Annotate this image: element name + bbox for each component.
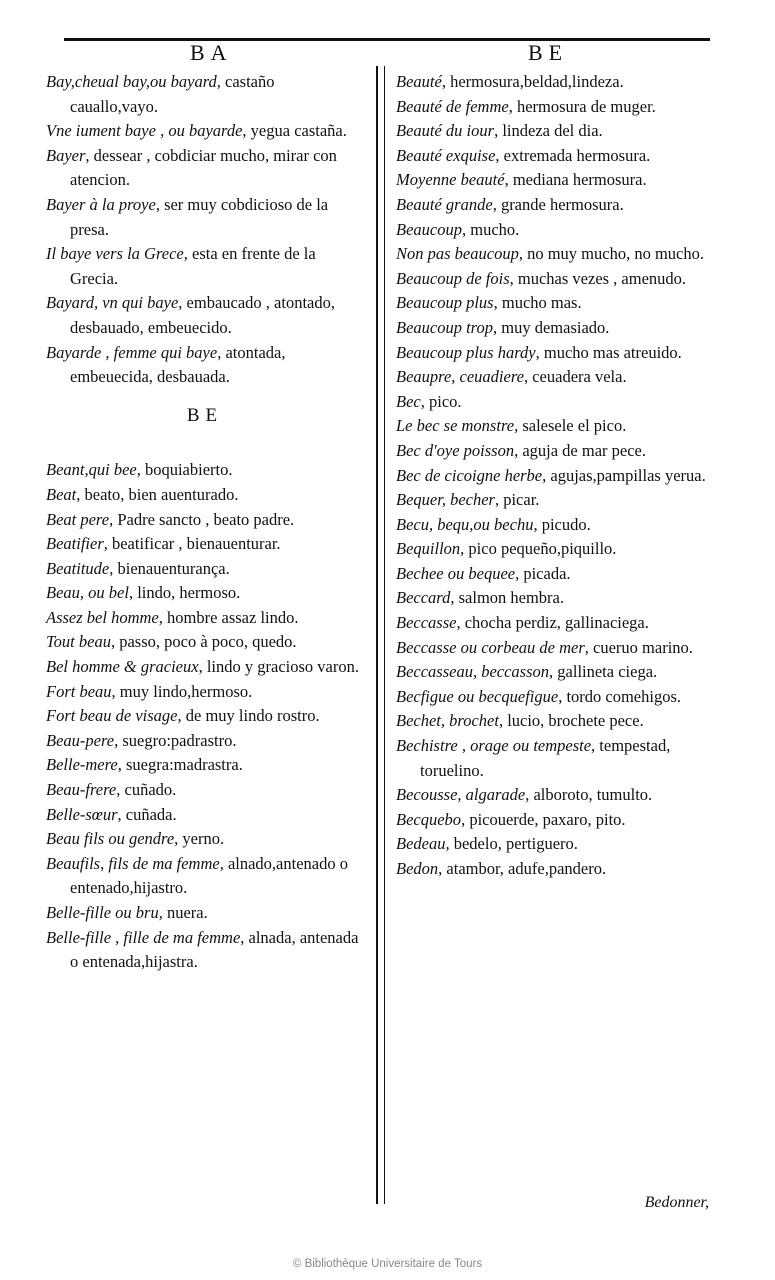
entry-headword: Le bec se monstre bbox=[396, 416, 515, 436]
entry-definition: , cuñada. bbox=[117, 804, 177, 824]
entry-definition: , beatificar , bienauenturar. bbox=[103, 534, 281, 554]
entry-definition: , tempestad, toruelino. bbox=[420, 736, 671, 780]
entry-headword: Beauté de femme bbox=[396, 96, 509, 116]
dictionary-entry bbox=[396, 119, 708, 144]
entry-headword: Belle-fille ou bru bbox=[46, 903, 159, 922]
entry-definition: , cueruo marino. bbox=[584, 637, 693, 657]
left-column bbox=[46, 70, 364, 975]
entry-headword: Beat bbox=[46, 484, 77, 504]
entry-headword: Becousse, algarade bbox=[396, 785, 526, 805]
entry-definition: , yerno. bbox=[174, 829, 225, 849]
entry-definition: , muchas vezes , amenudo. bbox=[509, 268, 687, 288]
entry-headword: Beccasse ou corbeau de mer bbox=[396, 637, 585, 657]
dictionary-entry bbox=[396, 537, 708, 562]
entry-headword: Bechee ou bequee bbox=[396, 563, 516, 583]
dictionary-entry bbox=[46, 606, 364, 631]
entry-headword: Beatitude bbox=[46, 558, 110, 578]
entry-headword: Becu, bequ,ou bechu bbox=[396, 514, 534, 534]
dictionary-entry bbox=[396, 734, 708, 783]
entry-definition: , agujas,pampillas yerua. bbox=[542, 465, 706, 485]
dictionary-entry bbox=[396, 783, 708, 808]
dictionary-entry bbox=[396, 685, 708, 710]
entry-definition: , lindeza del dia. bbox=[494, 121, 603, 141]
dictionary-entry bbox=[46, 803, 364, 828]
entry-definition: , lucio, brochete pece. bbox=[498, 711, 644, 731]
entry-definition: , ser muy cobdicioso de la presa. bbox=[70, 194, 329, 239]
entry-headword: Bechet, brochet bbox=[396, 711, 499, 731]
entry-headword: Bay,cheual bay,ou bayard bbox=[46, 72, 217, 91]
entry-definition: , salmon hembra. bbox=[450, 588, 564, 608]
dictionary-entry bbox=[396, 611, 708, 636]
dictionary-entry bbox=[46, 557, 364, 582]
entry-headword: Beaufils, fils de ma femme bbox=[46, 853, 220, 873]
running-head-right: BE bbox=[528, 40, 569, 65]
entry-headword: Beaucoup bbox=[396, 219, 462, 239]
entry-headword: Beaucoup plus hardy bbox=[396, 342, 536, 362]
dictionary-entry bbox=[396, 439, 708, 464]
dictionary-entry bbox=[46, 119, 364, 144]
entry-definition: , muy demasiado. bbox=[493, 317, 610, 337]
dictionary-entry bbox=[46, 926, 364, 975]
dictionary-entry bbox=[46, 291, 364, 340]
entry-definition: , suegra:madrastra. bbox=[117, 755, 243, 775]
entry-definition: , de muy lindo rostro. bbox=[177, 706, 320, 726]
entry-headword: Beccasse bbox=[396, 613, 457, 633]
entry-headword: Becfigue ou becquefigue bbox=[396, 686, 559, 706]
entry-definition: , hermosura de muger. bbox=[508, 96, 656, 116]
entry-headword: Bayard, vn qui baye bbox=[46, 293, 179, 313]
entry-definition: , cuñado. bbox=[116, 780, 177, 800]
entry-definition: , castaño cauallo,vayo. bbox=[70, 72, 275, 116]
dictionary-entry bbox=[396, 709, 708, 734]
dictionary-entry bbox=[46, 753, 364, 778]
entry-definition: , ceuadera vela. bbox=[523, 367, 627, 387]
entry-headword: Vne iument baye , ou bayarde bbox=[46, 121, 243, 141]
dictionary-entry bbox=[396, 464, 708, 489]
right-entries bbox=[396, 70, 708, 882]
entry-definition: , suegro:padrastro. bbox=[114, 730, 237, 750]
entry-headword: Beauté bbox=[396, 72, 442, 91]
dictionary-entry bbox=[46, 852, 364, 901]
entry-definition: , boquiabierto. bbox=[136, 460, 233, 480]
entry-headword: Beant,qui bee bbox=[46, 460, 137, 480]
running-head-left: BA bbox=[190, 40, 233, 65]
entry-headword: Beau fils ou gendre bbox=[46, 829, 175, 849]
dictionary-entry bbox=[46, 901, 364, 926]
entry-definition: , esta en frente de la Grecia. bbox=[70, 244, 316, 288]
entry-headword: Beaucoup trop bbox=[396, 317, 493, 337]
entry-definition: , lindo, hermoso. bbox=[128, 583, 241, 603]
entry-definition: , picada. bbox=[515, 563, 571, 583]
entry-definition: , hombre assaz lindo. bbox=[158, 607, 299, 627]
dictionary-entry bbox=[396, 390, 708, 415]
dictionary-entry bbox=[396, 513, 708, 538]
entry-definition: , mucho. bbox=[461, 219, 520, 239]
dictionary-entry bbox=[46, 70, 364, 119]
entry-headword: Bayer à la proye bbox=[46, 194, 156, 214]
entry-headword: Becquebo bbox=[396, 809, 462, 829]
entry-definition: , mucho mas atreuido. bbox=[535, 342, 682, 362]
entry-definition: , hermosura,beldad,lindeza. bbox=[441, 72, 624, 91]
entry-definition: , no muy mucho, no mucho. bbox=[518, 244, 704, 264]
entry-headword: Bayarde , femme qui baye bbox=[46, 342, 218, 362]
right-column bbox=[396, 70, 708, 882]
dictionary-entry bbox=[396, 193, 708, 218]
entry-headword: Beau-frere bbox=[46, 780, 117, 800]
left-entries-top bbox=[46, 70, 364, 390]
entry-definition: , mediana hermosura. bbox=[504, 170, 647, 190]
entry-definition: , bienauenturança. bbox=[109, 558, 230, 578]
entry-definition: , extremada hermosura. bbox=[495, 145, 651, 165]
dictionary-entry bbox=[396, 857, 708, 882]
entry-headword: Beaucoup plus bbox=[396, 293, 494, 313]
dictionary-entry bbox=[46, 704, 364, 729]
entry-definition: , gallineta ciega. bbox=[549, 662, 658, 682]
entry-definition: , pico. bbox=[420, 391, 462, 411]
entry-headword: Beatifier bbox=[46, 534, 104, 554]
entry-definition: , grande hermosura. bbox=[492, 194, 624, 214]
dictionary-entry bbox=[46, 729, 364, 754]
library-credit: © Bibliothèque Universitaire de Tours bbox=[292, 1258, 483, 1270]
dictionary-entry bbox=[46, 193, 364, 242]
entry-headword: Beauté exquise bbox=[396, 145, 496, 165]
dictionary-entry bbox=[46, 341, 364, 390]
entry-headword: Beau, ou bel bbox=[46, 583, 129, 603]
entry-headword: Beau-pere bbox=[46, 730, 115, 750]
dictionary-entry bbox=[46, 242, 364, 291]
entry-headword: Bel homme & gracieux bbox=[46, 657, 199, 677]
dictionary-entry bbox=[396, 808, 708, 833]
dictionary-entry bbox=[396, 636, 708, 661]
dictionary-entry bbox=[396, 414, 708, 439]
entry-definition: , lindo y gracioso varon. bbox=[198, 657, 359, 677]
dictionary-entry bbox=[46, 581, 364, 606]
entry-definition: , embaucado , atontado, desbauado, embeuecido. bbox=[70, 293, 335, 337]
entry-headword: Beauté du iour bbox=[396, 121, 495, 141]
entry-definition: , picar. bbox=[494, 490, 540, 510]
entry-definition: , atontada, embeuecida, desbauada. bbox=[70, 342, 286, 387]
entry-headword: Fort beau bbox=[46, 681, 112, 701]
entry-definition: , atambor, adufe,pandero. bbox=[438, 859, 607, 878]
entry-headword: Non pas beaucoup bbox=[396, 244, 519, 264]
entry-definition: , muy lindo,hermoso. bbox=[111, 681, 253, 701]
dictionary-entry bbox=[396, 242, 708, 267]
dictionary-entry bbox=[46, 680, 364, 705]
dictionary-entry bbox=[396, 218, 708, 243]
dictionary-entry bbox=[46, 778, 364, 803]
entry-headword: Bec d'oye poisson bbox=[396, 440, 515, 460]
dictionary-entry bbox=[46, 458, 364, 483]
dictionary-entry bbox=[46, 827, 364, 852]
entry-headword: Beaupre, ceuadiere bbox=[396, 367, 524, 387]
dictionary-entry bbox=[396, 586, 708, 611]
entry-definition: , passo, poco à poco, quedo. bbox=[110, 632, 297, 652]
entry-definition: , alboroto, tumulto. bbox=[525, 785, 653, 805]
entry-headword: Assez bel homme bbox=[46, 607, 159, 627]
section-heading: BE bbox=[186, 404, 224, 426]
entry-definition: , picouerde, paxaro, pito. bbox=[461, 809, 626, 829]
dictionary-entry bbox=[396, 832, 708, 857]
entry-headword: Bequillon bbox=[396, 539, 461, 559]
entry-definition: , bedelo, pertiguero. bbox=[445, 834, 578, 854]
dictionary-entry bbox=[396, 488, 708, 513]
entry-definition: , pico pequeño,piquillo. bbox=[460, 539, 617, 559]
entry-definition: , chocha perdiz, gallinaciega. bbox=[456, 613, 649, 633]
dictionary-entry bbox=[46, 655, 364, 680]
dictionary-entry bbox=[396, 316, 708, 341]
entry-definition: , aguja de mar pece. bbox=[514, 440, 647, 460]
header-rule bbox=[64, 38, 710, 41]
entry-headword: Bedon bbox=[396, 859, 439, 878]
entry-headword: Bedeau bbox=[396, 834, 446, 854]
entry-headword: Tout beau bbox=[46, 632, 111, 652]
dictionary-entry bbox=[46, 508, 364, 533]
entry-headword: Belle-mere bbox=[46, 755, 118, 775]
entry-headword: Fort beau de visage bbox=[46, 706, 178, 726]
entry-headword: Beauté grande bbox=[396, 194, 493, 214]
entry-headword: Il baye vers la Grece bbox=[46, 244, 184, 264]
dictionary-entry bbox=[46, 532, 364, 557]
dictionary-entry bbox=[396, 70, 708, 95]
entry-definition: , tordo comehigos. bbox=[558, 686, 682, 706]
dictionary-entry bbox=[396, 341, 708, 366]
dictionary-entry bbox=[396, 95, 708, 120]
entry-headword: Bec bbox=[396, 391, 421, 411]
entry-headword: Bechistre , orage ou tempeste bbox=[396, 736, 592, 756]
entry-headword: Bayer bbox=[46, 145, 86, 165]
entry-definition: , picudo. bbox=[533, 514, 591, 534]
entry-headword: Bequer, becher bbox=[396, 490, 495, 510]
entry-definition: , alnada, antenada o entenada,hijastra. bbox=[70, 927, 359, 972]
entry-headword: Beccard bbox=[396, 588, 451, 608]
column-divider-inner bbox=[384, 66, 385, 1204]
dictionary-entry bbox=[396, 291, 708, 316]
entry-headword: Beat pere bbox=[46, 509, 110, 529]
catchword: Bedonner, bbox=[644, 1194, 709, 1211]
entry-definition: , Padre sancto , beato padre. bbox=[109, 509, 295, 529]
entry-headword: Bec de cicoigne herbe bbox=[396, 465, 543, 485]
dictionary-entry bbox=[396, 660, 708, 685]
entry-definition: , yegua castaña. bbox=[242, 121, 347, 141]
entry-definition: , beato, bien auenturado. bbox=[76, 484, 239, 504]
entry-headword: Beccasseau, beccasson bbox=[396, 662, 550, 682]
dictionary-entry bbox=[46, 483, 364, 508]
dictionary-entry bbox=[396, 168, 708, 193]
entry-definition: , nuera. bbox=[158, 903, 208, 922]
entry-headword: Beaucoup de fois bbox=[396, 268, 510, 288]
dictionary-entry bbox=[396, 365, 708, 390]
entry-definition: , salesele el pico. bbox=[514, 416, 627, 436]
dictionary-entry bbox=[46, 630, 364, 655]
left-entries-bottom bbox=[46, 458, 364, 974]
dictionary-entry bbox=[396, 144, 708, 169]
dictionary-entry bbox=[46, 144, 364, 193]
entry-definition: , dessear , cobdiciar mucho, mirar con atencion. bbox=[70, 145, 337, 190]
entry-definition: , alnado,antenado o entenado,hijastro. bbox=[70, 853, 348, 898]
entry-headword: Belle-fille , fille de ma femme bbox=[46, 927, 241, 947]
entry-definition: , mucho mas. bbox=[493, 293, 582, 313]
entry-headword: Belle-sœur bbox=[46, 804, 118, 824]
column-divider bbox=[376, 66, 378, 1204]
entry-headword: Moyenne beauté bbox=[396, 170, 505, 190]
dictionary-entry bbox=[396, 562, 708, 587]
dictionary-entry bbox=[396, 267, 708, 292]
